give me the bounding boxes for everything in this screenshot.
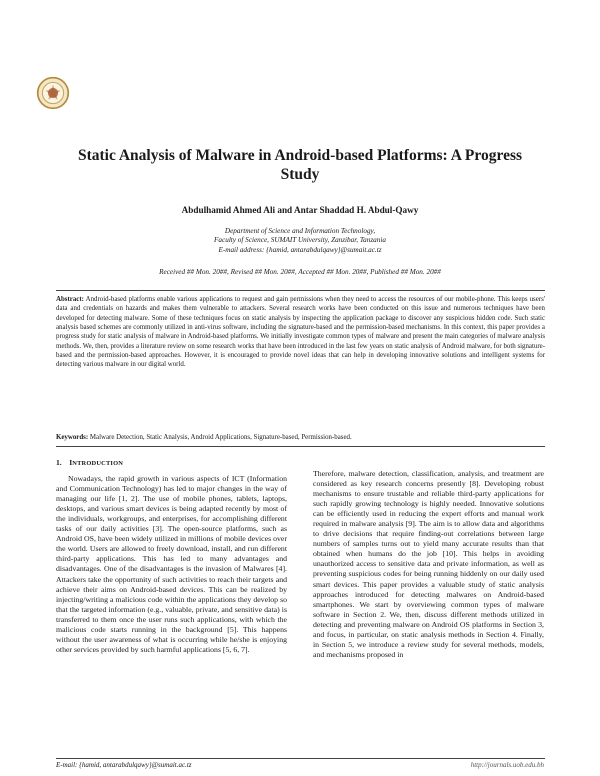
affiliation-faculty: Faculty of Science, SUMAIT University, Zanzibar, Tanzania [214, 236, 386, 245]
publication-dates: Received ## Mon. 20##, Revised ## Mon. 20##, Accepted ## Mon. 20##, Published ## Mon. 20## [159, 268, 441, 276]
keywords-bottom-rule [56, 446, 545, 447]
left-column [56, 458, 287, 655]
intro-paragraph-2: Therefore, malware detection, classification, analysis, and treatment are considered as key research concerns presently [8]. Developing robust mechanisms to ensure trustable and reliable third-party applications for such rapidly growing technology is highly needed. Innovative solutions can be efficiently used in reducing the expert efforts and manual work required in malware analysis [9]. The aim is to allow data and algorithms to drive decisions that require finding-out correlations between large numbers of samples turns out to yield many accurate results than that obtained when humans do the job [10]. This helps in avoiding unauthorized access to sensitive data and private information, as well as preventing suspicious codes for being running hiddenly on our daily used smart devices. This paper provides a valuable study of static analysis approaches introduced for detecting malwares on Android-based smartphones. We start by overviewing common types of malware software in Section 2. We, then, discuss different methods utilized in detecting and preventing malware on Android OS platforms in Section 3, and focus, in particular, on static analysis methods in Section 4. Finally, in Section 5, we introduce a review study for several methods, models, and mechanisms proposed in [313, 469, 544, 659]
abstract-top-rule [56, 290, 545, 291]
keywords-label: Keywords: [56, 434, 89, 441]
section-title-first-letter: I [69, 458, 73, 467]
footer-journal-url: http://journals.uob.edu.bh [470, 761, 544, 769]
journal-seal-logo [36, 76, 70, 110]
author-affiliation [100, 227, 500, 255]
section-title-rest: NTRODUCTION [72, 460, 124, 467]
paper-authors: Abdulhamid Ahmed Ali and Antar Shaddad H. Abdul-Qawy [181, 205, 419, 215]
right-column [313, 469, 544, 660]
affiliation-department: Department of Science and Information Technology, [224, 227, 376, 235]
paper-title: Static Analysis of Malware in Android-based Platforms: A Progress Study [77, 147, 523, 183]
keywords-text: Malware Detection, Static Analysis, Android Applications, Signature-based, Permission-based. [89, 434, 352, 441]
section-number: 1. [56, 458, 62, 467]
abstract [56, 295, 545, 370]
abstract-label: Abstract: [56, 296, 84, 303]
affiliation-email: E-mail address: {hamid, antarabdulqawy}@sumait.ac.tz [218, 245, 382, 254]
section-heading-introduction [56, 458, 287, 469]
footer-email: E-mail: {hamid, antarabdulqawy}@sumait.ac.tz [56, 761, 192, 769]
footer-rule [56, 758, 545, 759]
intro-paragraph-1: Nowadays, the rapid growth in various aspects of ICT (Information and Communication Technology) has led to major changes in the way of managing our life [1, 2]. The use of mobile phones, tablets, laptops, desktops, and various smart devices is being adapted recently by most of the individuals, workgroups, and enterprises, for accomplishing different tasks of our daily activities [3]. The open-source platforms, such as Android OS, have been widely utilized in millions of mobile devices over the world. Users are allowed to freely download, install, and run different third-party applications. This has led to many advantages and disadvantages. One of the disadvantages is the invasion of Malwares [4]. Attackers take the opportunity of such activities to reach their targets and achieve their aims on Android-based devices. This can be realized by injecting/writing a malicious code within the applications they develop so that the targeted information (e.g., valuable, private, and sensitive data) is transferred to them once the user runs such applications, with which the malicious code starts running in the background [5]. This happens without the user awareness of what is occurring while he/she is enjoying other services provided by such harmful applications [5, 6, 7]. [56, 474, 287, 654]
abstract-text: Android-based platforms enable various applications to request and gain permissions when they need to access the resources of our mobile-phone. This keeps users' data and credentials on hazards and makes them vulnerable to attackers. Several research works have been conducted on this issue and numerous techniques have been developed for detecting malware. Some of these techniques focus on static analysis by inspecting the application package to discover any suspicious hidden code. Such static analysis based schemes are commonly utilized in anti-virus software, including the signature-based and the permission-based mechanisms. In this context, this paper provides a progress study for static analysis of malware in Android-based platforms. We initially investigate common types of malware and present the main categories of malware analysis methods. We, then, provides a literature review on some research works that have been introduced in the last few years on static analysis of Android malware, for both signature-based and the permission-based approaches. However, it is encouraged to provide novel ideas that can help in developing innovative solutions and intelligent systems for detecting various malware in our digital world. [56, 296, 545, 369]
keywords [56, 434, 545, 441]
